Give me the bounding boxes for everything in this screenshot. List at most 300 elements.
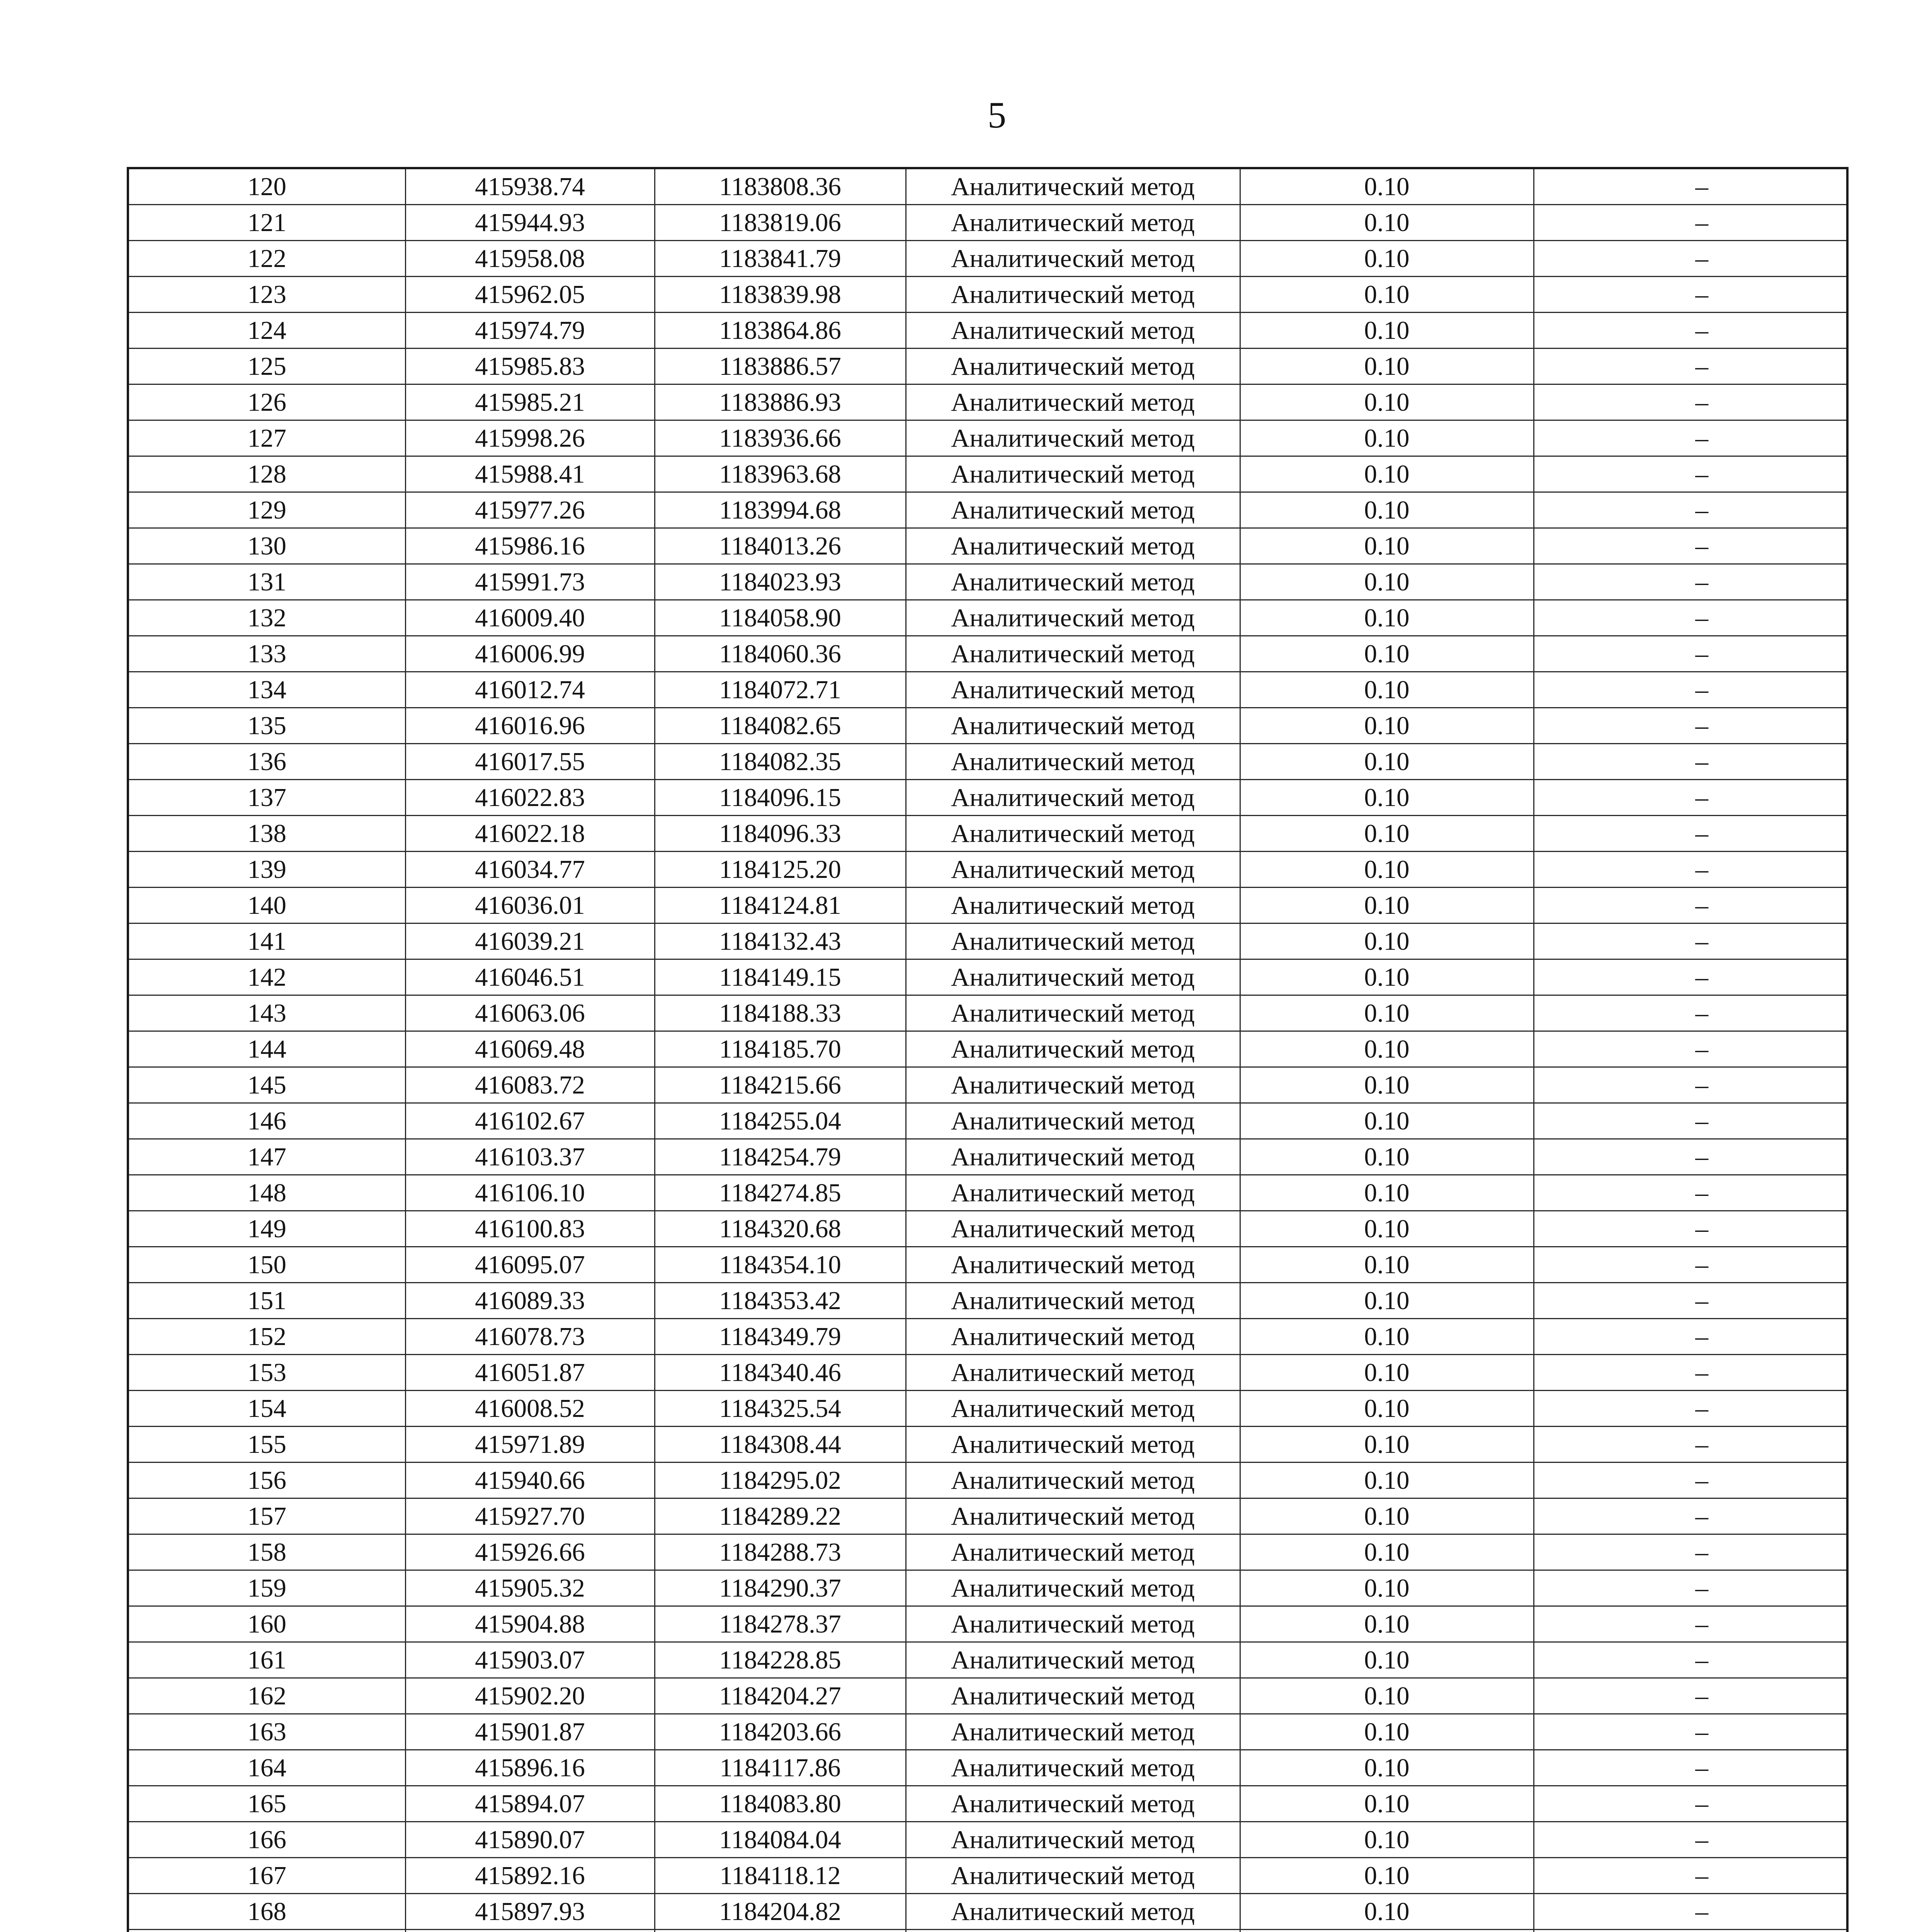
accuracy-cell: 0.10 [1240, 1714, 1534, 1750]
x-coordinate-cell: 415991.73 [405, 564, 655, 600]
table-row [128, 1067, 1847, 1103]
accuracy-cell: 0.10 [1240, 600, 1534, 636]
table-row [128, 1463, 1847, 1498]
accuracy-cell: 0.10 [1240, 1211, 1534, 1247]
y-coordinate-cell: 1184096.15 [655, 780, 906, 816]
description-cell: – [1534, 241, 1847, 277]
y-coordinate-cell: 1184072.71 [655, 672, 906, 708]
y-coordinate-cell: 1183864.86 [655, 313, 906, 349]
table-row [128, 420, 1847, 456]
x-coordinate-cell: 416069.48 [405, 1031, 655, 1067]
table-row [128, 708, 1847, 744]
y-coordinate-cell: 1184185.70 [655, 1031, 906, 1067]
accuracy-cell: 0.10 [1240, 456, 1534, 492]
accuracy-cell: 0.10 [1240, 1463, 1534, 1498]
method-cell: Аналитический метод [906, 780, 1240, 816]
table-row [128, 744, 1847, 780]
description-cell: – [1534, 1247, 1847, 1283]
x-coordinate-cell: 415927.70 [405, 1498, 655, 1534]
x-coordinate-cell: 415905.32 [405, 1570, 655, 1606]
description-cell: – [1534, 1498, 1847, 1534]
accuracy-cell: 0.10 [1240, 816, 1534, 852]
y-coordinate-cell: 1184096.33 [655, 816, 906, 852]
point-number-cell: 150 [128, 1247, 405, 1283]
table-row [128, 456, 1847, 492]
table-row [128, 1319, 1847, 1355]
point-number-cell: 122 [128, 241, 405, 277]
point-number-cell: 130 [128, 528, 405, 564]
description-cell: – [1534, 816, 1847, 852]
description-cell: – [1534, 995, 1847, 1031]
accuracy-cell: 0.10 [1240, 852, 1534, 888]
x-coordinate-cell: 415974.79 [405, 313, 655, 349]
x-coordinate-cell: 416039.21 [405, 923, 655, 959]
x-coordinate-cell: 416063.06 [405, 995, 655, 1031]
accuracy-cell: 0.10 [1240, 492, 1534, 528]
description-cell: – [1534, 708, 1847, 744]
table-row [128, 1391, 1847, 1427]
method-cell: Аналитический метод [906, 313, 1240, 349]
x-coordinate-cell: 416046.51 [405, 959, 655, 995]
method-cell: Аналитический метод [906, 995, 1240, 1031]
y-coordinate-cell: 1184308.44 [655, 1427, 906, 1463]
description-cell: – [1534, 744, 1847, 780]
point-number-cell: 138 [128, 816, 405, 852]
x-coordinate-cell: 416008.52 [405, 1391, 655, 1427]
x-coordinate-cell: 415904.88 [405, 1606, 655, 1642]
x-coordinate-cell: 415986.16 [405, 528, 655, 564]
description-cell: – [1534, 277, 1847, 313]
method-cell: Аналитический метод [906, 1463, 1240, 1498]
x-coordinate-cell: 415985.83 [405, 349, 655, 384]
point-number-cell: 128 [128, 456, 405, 492]
method-cell: Аналитический метод [906, 672, 1240, 708]
x-coordinate-cell: 416016.96 [405, 708, 655, 744]
x-coordinate-cell: 416022.83 [405, 780, 655, 816]
point-number-cell: 158 [128, 1534, 405, 1570]
method-cell: Аналитический метод [906, 1570, 1240, 1606]
method-cell: Аналитический метод [906, 852, 1240, 888]
table-row [128, 600, 1847, 636]
method-cell: Аналитический метод [906, 1858, 1240, 1894]
point-number-cell: 148 [128, 1175, 405, 1211]
point-number-cell: 164 [128, 1750, 405, 1786]
description-cell: – [1534, 420, 1847, 456]
table-row [128, 1103, 1847, 1139]
accuracy-cell: 0.10 [1240, 384, 1534, 420]
table-row [128, 1570, 1847, 1606]
point-number-cell: 165 [128, 1786, 405, 1822]
y-coordinate-cell: 1183936.66 [655, 420, 906, 456]
method-cell: Аналитический метод [906, 1211, 1240, 1247]
y-coordinate-cell: 1184204.82 [655, 1894, 906, 1930]
x-coordinate-cell: 415902.20 [405, 1678, 655, 1714]
method-cell: Аналитический метод [906, 1750, 1240, 1786]
x-coordinate-cell: 415940.66 [405, 1463, 655, 1498]
table-row [128, 1606, 1847, 1642]
point-number-cell: 166 [128, 1822, 405, 1858]
method-cell: Аналитический метод [906, 492, 1240, 528]
table-row [128, 1714, 1847, 1750]
table-row [128, 241, 1847, 277]
point-number-cell: 123 [128, 277, 405, 313]
accuracy-cell: 0.10 [1240, 241, 1534, 277]
table-row [128, 1139, 1847, 1175]
accuracy-cell: 0.10 [1240, 205, 1534, 241]
point-number-cell: 133 [128, 636, 405, 672]
y-coordinate-cell: 1184083.80 [655, 1786, 906, 1822]
accuracy-cell: 0.10 [1240, 1031, 1534, 1067]
description-cell: – [1534, 1570, 1847, 1606]
method-cell: Аналитический метод [906, 923, 1240, 959]
table-row [128, 672, 1847, 708]
point-number-cell: 156 [128, 1463, 405, 1498]
method-cell: Аналитический метод [906, 1391, 1240, 1427]
x-coordinate-cell: 416034.77 [405, 852, 655, 888]
description-cell: – [1534, 492, 1847, 528]
x-coordinate-cell: 416022.18 [405, 816, 655, 852]
accuracy-cell: 0.10 [1240, 780, 1534, 816]
x-coordinate-cell: 415903.07 [405, 1642, 655, 1678]
method-cell: Аналитический метод [906, 1894, 1240, 1930]
point-number-cell: 132 [128, 600, 405, 636]
method-cell: Аналитический метод [906, 1139, 1240, 1175]
point-number-cell: 167 [128, 1858, 405, 1894]
method-cell: Аналитический метод [906, 1678, 1240, 1714]
table-row [128, 636, 1847, 672]
table-row [128, 816, 1847, 852]
x-coordinate-cell: 415897.93 [405, 1894, 655, 1930]
y-coordinate-cell: 1183808.36 [655, 168, 906, 205]
y-coordinate-cell: 1184320.68 [655, 1211, 906, 1247]
point-number-cell: 152 [128, 1319, 405, 1355]
accuracy-cell: 0.10 [1240, 168, 1534, 205]
accuracy-cell: 0.10 [1240, 1642, 1534, 1678]
y-coordinate-cell: 1184289.22 [655, 1498, 906, 1534]
description-cell: – [1534, 1067, 1847, 1103]
x-coordinate-cell: 415962.05 [405, 277, 655, 313]
description-cell: – [1534, 600, 1847, 636]
description-cell: – [1534, 564, 1847, 600]
table-row [128, 1750, 1847, 1786]
y-coordinate-cell: 1184325.54 [655, 1391, 906, 1427]
description-cell: – [1534, 1175, 1847, 1211]
point-number-cell: 154 [128, 1391, 405, 1427]
table-row [128, 1175, 1847, 1211]
accuracy-cell: 0.10 [1240, 1319, 1534, 1355]
description-cell: – [1534, 205, 1847, 241]
accuracy-cell: 0.10 [1240, 1534, 1534, 1570]
table-row [128, 1498, 1847, 1534]
method-cell: Аналитический метод [906, 1606, 1240, 1642]
table-row [128, 1930, 1847, 1932]
table-row [128, 1031, 1847, 1067]
accuracy-cell: 0.10 [1240, 1894, 1534, 1930]
x-coordinate-cell: 415958.08 [405, 241, 655, 277]
point-number-cell: 144 [128, 1031, 405, 1067]
accuracy-cell: 0.10 [1240, 995, 1534, 1031]
accuracy-cell: 0.10 [1240, 1786, 1534, 1822]
y-coordinate-cell: 1184340.46 [655, 1355, 906, 1391]
method-cell: Аналитический метод [906, 205, 1240, 241]
x-coordinate-cell: 416051.87 [405, 1355, 655, 1391]
x-coordinate-cell: 416006.99 [405, 636, 655, 672]
description-cell: – [1534, 1427, 1847, 1463]
x-coordinate-cell: 415890.07 [405, 1822, 655, 1858]
accuracy-cell: 0.10 [1240, 1391, 1534, 1427]
description-cell: – [1534, 1786, 1847, 1822]
description-cell: – [1534, 1355, 1847, 1391]
point-number-cell: 163 [128, 1714, 405, 1750]
point-number-cell: 151 [128, 1283, 405, 1319]
description-cell: – [1534, 1642, 1847, 1678]
table-row [128, 995, 1847, 1031]
point-number-cell: 161 [128, 1642, 405, 1678]
description-cell [1534, 1930, 1847, 1932]
y-coordinate-cell: 1184013.26 [655, 528, 906, 564]
method-cell: Аналитический метод [906, 1067, 1240, 1103]
description-cell: – [1534, 384, 1847, 420]
accuracy-cell: 0.10 [1240, 1139, 1534, 1175]
accuracy-cell: 0.10 [1240, 1606, 1534, 1642]
y-coordinate-cell: 1184295.02 [655, 1463, 906, 1498]
y-coordinate-cell: 1183886.57 [655, 349, 906, 384]
table-row [128, 1283, 1847, 1319]
y-coordinate-cell: 1184255.04 [655, 1103, 906, 1139]
table-row [128, 1822, 1847, 1858]
description-cell: – [1534, 1319, 1847, 1355]
table-row [128, 1247, 1847, 1283]
method-cell: Аналитический метод [906, 1031, 1240, 1067]
method-cell: Аналитический метод [906, 420, 1240, 456]
x-coordinate-cell: 415998.26 [405, 420, 655, 456]
accuracy-cell: 0.10 [1240, 1427, 1534, 1463]
accuracy-cell: 0.10 [1240, 1570, 1534, 1606]
table-row [128, 1211, 1847, 1247]
point-number-cell: 140 [128, 888, 405, 923]
coordinates-table-body [128, 168, 1847, 1932]
point-number-cell: 147 [128, 1139, 405, 1175]
point-number-cell: 127 [128, 420, 405, 456]
point-number-cell: 142 [128, 959, 405, 995]
description-cell: – [1534, 1534, 1847, 1570]
method-cell: Аналитический метод [906, 241, 1240, 277]
method-cell: Аналитический метод [906, 349, 1240, 384]
accuracy-cell: 0.10 [1240, 349, 1534, 384]
method-cell: Аналитический метод [906, 1642, 1240, 1678]
accuracy-cell: 0.10 [1240, 420, 1534, 456]
table-row [128, 959, 1847, 995]
y-coordinate-cell: 1184290.37 [655, 1570, 906, 1606]
point-number-cell: 131 [128, 564, 405, 600]
x-coordinate-cell: 415971.89 [405, 1427, 655, 1463]
x-coordinate-cell [405, 1930, 655, 1932]
table-row [128, 1355, 1847, 1391]
point-number-cell: 143 [128, 995, 405, 1031]
accuracy-cell: 0.10 [1240, 313, 1534, 349]
point-number-cell: 146 [128, 1103, 405, 1139]
table-row [128, 923, 1847, 959]
method-cell: Аналитический метод [906, 1247, 1240, 1283]
y-coordinate-cell: 1184084.04 [655, 1822, 906, 1858]
y-coordinate-cell: 1184125.20 [655, 852, 906, 888]
y-coordinate-cell: 1183886.93 [655, 384, 906, 420]
table-row [128, 168, 1847, 205]
method-cell: Аналитический метод [906, 564, 1240, 600]
x-coordinate-cell: 416017.55 [405, 744, 655, 780]
description-cell: – [1534, 313, 1847, 349]
accuracy-cell: 0.10 [1240, 959, 1534, 995]
table-row [128, 888, 1847, 923]
point-number-cell: 121 [128, 205, 405, 241]
method-cell: Аналитический метод [906, 708, 1240, 744]
y-coordinate-cell: 1184082.65 [655, 708, 906, 744]
point-number-cell: 125 [128, 349, 405, 384]
point-number-cell [128, 1930, 405, 1932]
y-coordinate-cell: 1183819.06 [655, 205, 906, 241]
point-number-cell: 126 [128, 384, 405, 420]
y-coordinate-cell: 1183994.68 [655, 492, 906, 528]
description-cell: – [1534, 1139, 1847, 1175]
y-coordinate-cell: 1184124.81 [655, 888, 906, 923]
y-coordinate-cell: 1184204.27 [655, 1678, 906, 1714]
y-coordinate-cell: 1184274.85 [655, 1175, 906, 1211]
accuracy-cell: 0.10 [1240, 744, 1534, 780]
table-row [128, 1858, 1847, 1894]
y-coordinate-cell: 1184188.33 [655, 995, 906, 1031]
x-coordinate-cell: 415985.21 [405, 384, 655, 420]
description-cell: – [1534, 349, 1847, 384]
description-cell: – [1534, 1031, 1847, 1067]
x-coordinate-cell: 415926.66 [405, 1534, 655, 1570]
description-cell: – [1534, 1103, 1847, 1139]
method-cell: Аналитический метод [906, 1283, 1240, 1319]
y-coordinate-cell: 1184349.79 [655, 1319, 906, 1355]
description-cell: – [1534, 1858, 1847, 1894]
point-number-cell: 141 [128, 923, 405, 959]
point-number-cell: 159 [128, 1570, 405, 1606]
point-number-cell: 157 [128, 1498, 405, 1534]
x-coordinate-cell: 415988.41 [405, 456, 655, 492]
x-coordinate-cell: 416009.40 [405, 600, 655, 636]
point-number-cell: 153 [128, 1355, 405, 1391]
table-row [128, 384, 1847, 420]
accuracy-cell [1240, 1930, 1534, 1932]
accuracy-cell: 0.10 [1240, 672, 1534, 708]
point-number-cell: 162 [128, 1678, 405, 1714]
y-coordinate-cell: 1184060.36 [655, 636, 906, 672]
accuracy-cell: 0.10 [1240, 1175, 1534, 1211]
x-coordinate-cell: 416036.01 [405, 888, 655, 923]
description-cell: – [1534, 168, 1847, 205]
table-row [128, 564, 1847, 600]
method-cell: Аналитический метод [906, 888, 1240, 923]
y-coordinate-cell: 1184215.66 [655, 1067, 906, 1103]
method-cell: Аналитический метод [906, 959, 1240, 995]
accuracy-cell: 0.10 [1240, 1247, 1534, 1283]
description-cell: – [1534, 852, 1847, 888]
table-row [128, 1894, 1847, 1930]
method-cell: Аналитический метод [906, 1103, 1240, 1139]
table-row [128, 492, 1847, 528]
page-number: 5 [988, 94, 1006, 136]
description-cell: – [1534, 456, 1847, 492]
method-cell: Аналитический метод [906, 744, 1240, 780]
method-cell: Аналитический метод [906, 168, 1240, 205]
accuracy-cell: 0.10 [1240, 1750, 1534, 1786]
x-coordinate-cell: 415896.16 [405, 1750, 655, 1786]
description-cell: – [1534, 528, 1847, 564]
x-coordinate-cell: 415901.87 [405, 1714, 655, 1750]
description-cell: – [1534, 1463, 1847, 1498]
table-row [128, 205, 1847, 241]
point-number-cell: 168 [128, 1894, 405, 1930]
x-coordinate-cell: 416100.83 [405, 1211, 655, 1247]
point-number-cell: 160 [128, 1606, 405, 1642]
table-row [128, 1427, 1847, 1463]
accuracy-cell: 0.10 [1240, 277, 1534, 313]
accuracy-cell: 0.10 [1240, 1283, 1534, 1319]
accuracy-cell: 0.10 [1240, 528, 1534, 564]
method-cell: Аналитический метод [906, 528, 1240, 564]
accuracy-cell: 0.10 [1240, 1103, 1534, 1139]
description-cell: – [1534, 1283, 1847, 1319]
description-cell: – [1534, 1211, 1847, 1247]
point-number-cell: 137 [128, 780, 405, 816]
x-coordinate-cell: 415938.74 [405, 168, 655, 205]
point-number-cell: 129 [128, 492, 405, 528]
x-coordinate-cell: 416103.37 [405, 1139, 655, 1175]
y-coordinate-cell: 1184132.43 [655, 923, 906, 959]
y-coordinate-cell: 1184082.35 [655, 744, 906, 780]
point-number-cell: 139 [128, 852, 405, 888]
accuracy-cell: 0.10 [1240, 708, 1534, 744]
accuracy-cell: 0.10 [1240, 1858, 1534, 1894]
accuracy-cell: 0.10 [1240, 1822, 1534, 1858]
point-number-cell: 135 [128, 708, 405, 744]
accuracy-cell: 0.10 [1240, 564, 1534, 600]
accuracy-cell: 0.10 [1240, 1498, 1534, 1534]
method-cell: Аналитический метод [906, 816, 1240, 852]
y-coordinate-cell: 1183841.79 [655, 241, 906, 277]
method-cell [906, 1930, 1240, 1932]
table-row [128, 1678, 1847, 1714]
x-coordinate-cell: 416083.72 [405, 1067, 655, 1103]
x-coordinate-cell: 416078.73 [405, 1319, 655, 1355]
y-coordinate-cell [655, 1930, 906, 1932]
description-cell: – [1534, 1606, 1847, 1642]
method-cell: Аналитический метод [906, 1786, 1240, 1822]
table-row [128, 1786, 1847, 1822]
table-row [128, 852, 1847, 888]
description-cell: – [1534, 1894, 1847, 1930]
point-number-cell: 124 [128, 313, 405, 349]
x-coordinate-cell: 416089.33 [405, 1283, 655, 1319]
method-cell: Аналитический метод [906, 1175, 1240, 1211]
method-cell: Аналитический метод [906, 277, 1240, 313]
accuracy-cell: 0.10 [1240, 1067, 1534, 1103]
y-coordinate-cell: 1184353.42 [655, 1283, 906, 1319]
method-cell: Аналитический метод [906, 1355, 1240, 1391]
accuracy-cell: 0.10 [1240, 636, 1534, 672]
description-cell: – [1534, 1750, 1847, 1786]
x-coordinate-cell: 415944.93 [405, 205, 655, 241]
point-number-cell: 120 [128, 168, 405, 205]
table-row [128, 277, 1847, 313]
table-row [128, 1642, 1847, 1678]
description-cell: – [1534, 1822, 1847, 1858]
y-coordinate-cell: 1183963.68 [655, 456, 906, 492]
